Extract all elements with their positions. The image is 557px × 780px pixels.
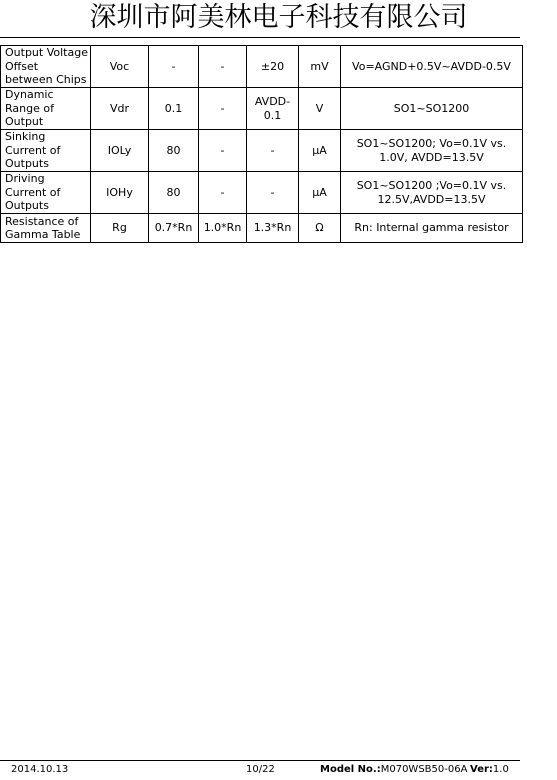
unit-cell: mV [299, 46, 341, 88]
footer-page-number: 10/22 [246, 764, 275, 775]
param-cell: Driving Current of Outputs [1, 172, 91, 214]
header-rule [0, 37, 520, 38]
condition-cell: SO1~SO1200 ;Vo=0.1V vs. 12.5V,AVDD=13.5V [341, 172, 523, 214]
min-cell: 80 [149, 130, 199, 172]
footer-version [470, 764, 509, 776]
max-cell: ±20 [247, 46, 299, 88]
min-cell: 0.7*Rn [149, 214, 199, 243]
typ-cell: - [199, 46, 247, 88]
unit-cell: V [299, 88, 341, 130]
footer-rule [0, 760, 520, 761]
param-cell: Output Voltage Offset between Chips [1, 46, 91, 88]
spec-table [0, 45, 523, 243]
condition-cell: Vo=AGND+0.5V~AVDD-0.5V [341, 46, 523, 88]
model-value: M070WSB50-06A [380, 764, 468, 775]
version-value: 1.0 [492, 764, 509, 775]
param-cell: Sinking Current of Outputs [1, 130, 91, 172]
unit-cell: μA [299, 172, 341, 214]
typ-cell: 1.0*Rn [199, 214, 247, 243]
max-cell: AVDD-0.1 [247, 88, 299, 130]
symbol-cell: Vdr [91, 88, 149, 130]
symbol-cell: IOLy [91, 130, 149, 172]
param-cell: Dynamic Range of Output [1, 88, 91, 130]
condition-cell: SO1~SO1200; Vo=0.1V vs. 1.0V, AVDD=13.5V [341, 130, 523, 172]
max-cell: - [247, 172, 299, 214]
table-row [1, 214, 523, 243]
table-row [1, 172, 523, 214]
footer-date: 2014.10.13 [11, 764, 69, 775]
typ-cell: - [199, 172, 247, 214]
min-cell: 80 [149, 172, 199, 214]
symbol-cell: Rg [91, 214, 149, 243]
symbol-cell: IOHy [91, 172, 149, 214]
min-cell: 0.1 [149, 88, 199, 130]
model-label: Model No.: [320, 764, 381, 775]
max-cell: - [247, 130, 299, 172]
symbol-cell: Voc [91, 46, 149, 88]
table-row [1, 130, 523, 172]
table-row [1, 88, 523, 130]
max-cell: 1.3*Rn [247, 214, 299, 243]
footer-model [320, 764, 467, 776]
min-cell: - [149, 46, 199, 88]
condition-cell: Rn: Internal gamma resistor [341, 214, 523, 243]
unit-cell: μA [299, 130, 341, 172]
condition-cell: SO1~SO1200 [341, 88, 523, 130]
unit-cell: Ω [299, 214, 341, 243]
typ-cell: - [199, 88, 247, 130]
company-title: 深圳市阿美林电子科技有限公司 [89, 2, 468, 33]
table-row [1, 46, 523, 88]
typ-cell: - [199, 130, 247, 172]
param-cell: Resistance of Gamma Table [1, 214, 91, 243]
version-label: Ver: [470, 764, 493, 775]
